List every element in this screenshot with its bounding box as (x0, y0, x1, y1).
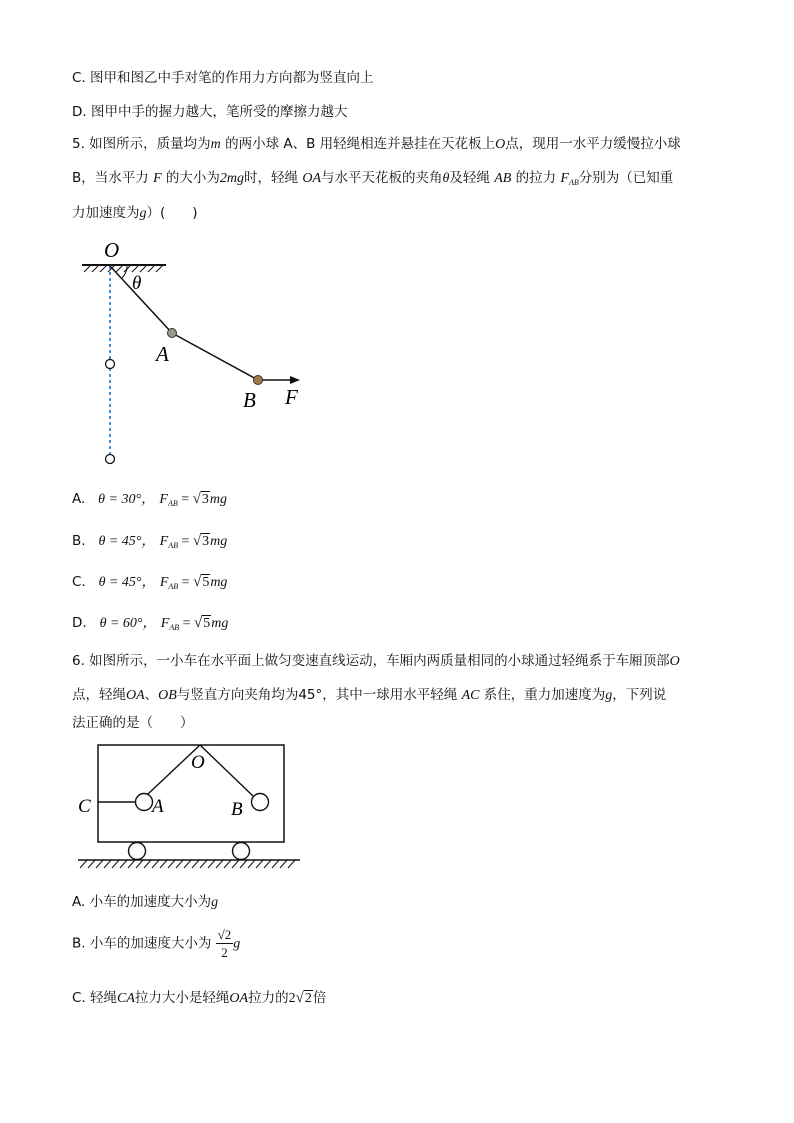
wheel-left (129, 843, 146, 860)
ceiling (82, 265, 166, 272)
label-c: C (78, 796, 91, 817)
q6-option-a[interactable]: A. 小车的加速度大小为g (72, 894, 219, 910)
fraction-root2-over-2: $\frac{√2}{2}$ (217, 927, 232, 960)
ball-b (254, 376, 263, 385)
ball-a (168, 329, 177, 338)
label-a: A (152, 796, 164, 817)
label-b: B (231, 799, 243, 820)
q6-stem-line2: 点，轻绳OA、OB与竖直方向夹角均为45°，其中一球用水平轻绳 AC 系住，重力加速度为g，下列说 (72, 687, 667, 703)
q5-figure (70, 232, 320, 472)
label-theta: θ (132, 273, 142, 294)
label-o: O (104, 238, 120, 262)
ball-b (252, 794, 269, 811)
rope-ab (172, 333, 258, 380)
rope-ob (200, 745, 253, 796)
ground (78, 860, 300, 868)
initial-ball-a (106, 360, 115, 369)
wheel-right (233, 843, 250, 860)
ball-a (136, 794, 153, 811)
q5-option-a[interactable]: A. θ = 30°， $F_{AB} = √3mg$ (72, 491, 228, 508)
label-a: A (156, 342, 169, 366)
q5-option-b[interactable]: B. θ = 45°， $F_{AB} = √3mg$ (72, 533, 228, 550)
q6-stem-line3: 法正确的是（ ） (72, 715, 194, 731)
q5-stem-line2: B，当水平力 F 的大小为2mg时，轻绳 OA与水平天花板的夹角θ及轻绳 AB 的拉力 $F_{AB}$分别为（已知重 (72, 170, 674, 187)
q5-stem-line3: 力加速度为g）( ) (72, 205, 198, 221)
q5-option-d[interactable]: D. θ = 60°， $F_{AB} = √5mg$ (72, 615, 229, 632)
initial-ball-b (106, 455, 115, 464)
label-o: O (191, 752, 205, 773)
q5-stem-line1: 5. 如图所示，质量均为m 的两小球 A、B 用轻绳相连并悬挂在天花板上O点，现用一水平力缓慢拉小球 (72, 136, 681, 152)
q5-option-c[interactable]: C. θ = 45°， $F_{AB} = √5mg$ (72, 574, 228, 591)
label-b: B (243, 388, 256, 412)
q6-stem-line1: 6. 如图所示，一小车在水平面上做匀变速直线运动，车厢内两质量相同的小球通过轻绳系于车厢顶部O (72, 653, 680, 669)
q6-option-b[interactable]: B. 小车的加速度大小为 $\frac{√2}{2}$ g (72, 927, 241, 960)
prev-option-d: D. 图甲中手的握力越大，笔所受的摩擦力越大 (72, 104, 348, 120)
prev-option-c: C. 图甲和图乙中手对笔的作用力方向都为竖直向上 (72, 70, 374, 86)
q6-figure (70, 738, 310, 878)
label-f: F (285, 385, 298, 409)
force-arrow-head (290, 376, 300, 384)
q6-option-c[interactable]: C. 轻绳CA拉力大小是轻绳OA拉力的2√2倍 (72, 990, 327, 1006)
